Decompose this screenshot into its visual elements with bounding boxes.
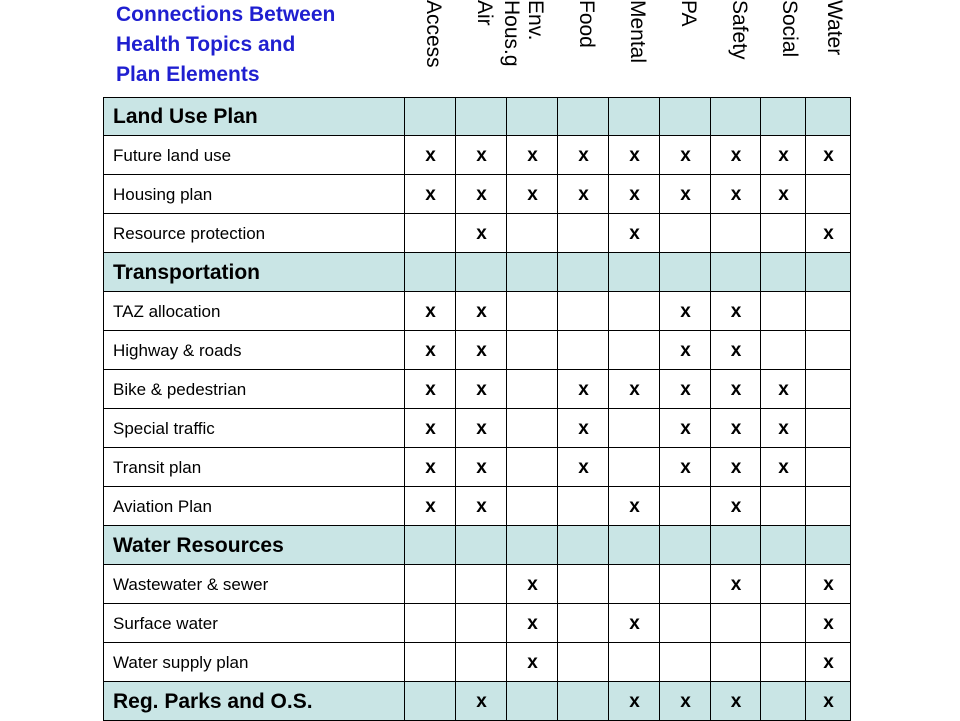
x-mark <box>660 487 711 526</box>
table-row <box>103 565 851 604</box>
x-mark: x <box>476 378 487 400</box>
x-mark: x <box>476 300 487 322</box>
x-mark <box>761 292 806 331</box>
x-mark: x <box>680 300 691 322</box>
x-mark <box>507 253 558 292</box>
x-mark <box>660 253 711 292</box>
x-mark: x <box>578 144 589 166</box>
x-mark <box>405 526 456 565</box>
x-mark: x <box>578 183 589 205</box>
table-title <box>116 0 402 90</box>
x-mark <box>558 526 609 565</box>
x-mark <box>558 97 609 136</box>
x-mark: x <box>476 144 487 166</box>
column-header <box>761 0 806 97</box>
column-header-label: Safety <box>728 0 751 60</box>
x-mark <box>609 292 660 331</box>
x-mark: x <box>476 456 487 478</box>
x-mark <box>761 253 806 292</box>
x-mark: x <box>680 144 691 166</box>
column-header-label: Social <box>778 0 801 58</box>
x-mark: x <box>730 378 742 400</box>
x-mark <box>558 682 609 721</box>
x-mark <box>456 604 507 643</box>
x-mark <box>806 409 851 448</box>
x-mark <box>711 526 761 565</box>
x-mark <box>806 448 851 487</box>
x-mark: x <box>527 651 538 673</box>
column-header <box>405 0 456 97</box>
x-mark <box>609 253 660 292</box>
x-mark: x <box>425 339 436 361</box>
x-mark: x <box>778 378 789 400</box>
row-label: Aviation Plan <box>113 496 212 516</box>
x-mark: x <box>425 378 436 400</box>
row-label: Special traffic <box>113 418 215 438</box>
x-mark <box>507 526 558 565</box>
section-label: Land Use Plan <box>113 104 258 128</box>
x-mark <box>761 487 806 526</box>
x-mark: x <box>476 417 487 439</box>
x-mark: x <box>527 183 538 205</box>
table-row <box>103 136 851 175</box>
table-row <box>103 292 851 331</box>
x-mark <box>806 331 851 370</box>
x-mark <box>405 565 456 604</box>
x-mark <box>558 565 609 604</box>
x-mark: x <box>680 339 691 361</box>
x-mark <box>405 604 456 643</box>
x-mark: x <box>730 495 742 517</box>
title-line: Connections Between <box>116 3 336 26</box>
x-mark: x <box>425 495 436 517</box>
x-mark <box>660 565 711 604</box>
row-label: Housing plan <box>113 184 213 204</box>
x-mark: x <box>425 300 436 322</box>
row-label: Wastewater & sewer <box>113 574 269 594</box>
x-mark <box>456 97 507 136</box>
column-header-label: Water <box>823 0 846 56</box>
x-mark: x <box>629 378 640 400</box>
x-mark <box>609 565 660 604</box>
x-mark <box>761 643 806 682</box>
section-label: Transportation <box>113 260 261 284</box>
x-mark: x <box>476 183 487 205</box>
x-mark <box>806 292 851 331</box>
title-line: Plan Elements <box>116 63 260 86</box>
x-mark: x <box>730 183 742 205</box>
x-mark: x <box>778 183 789 205</box>
x-mark: x <box>823 144 834 166</box>
column-header <box>711 0 761 97</box>
section-row <box>103 526 851 565</box>
section-label: Water Resources <box>113 533 284 557</box>
x-mark <box>507 682 558 721</box>
x-mark: x <box>527 144 538 166</box>
x-mark <box>558 214 609 253</box>
x-mark <box>806 487 851 526</box>
x-mark: x <box>425 183 436 205</box>
x-mark <box>609 409 660 448</box>
column-header-label: PA <box>677 0 700 27</box>
x-mark <box>660 97 711 136</box>
x-mark: x <box>578 456 589 478</box>
row-label: Resource protection <box>113 223 266 243</box>
x-mark: x <box>527 612 538 634</box>
x-mark <box>761 526 806 565</box>
x-mark <box>761 682 806 721</box>
x-mark: x <box>527 573 538 595</box>
column-header-label: Env. Hous.g <box>500 0 547 67</box>
x-mark <box>806 370 851 409</box>
section-row <box>103 97 851 136</box>
column-header <box>558 0 609 97</box>
x-mark <box>456 526 507 565</box>
x-mark: x <box>823 573 834 595</box>
x-mark <box>507 409 558 448</box>
x-mark: x <box>730 417 742 439</box>
x-mark: x <box>730 300 742 322</box>
x-mark <box>609 331 660 370</box>
x-mark <box>609 448 660 487</box>
x-mark <box>609 97 660 136</box>
column-header <box>609 0 660 97</box>
x-mark: x <box>476 339 487 361</box>
x-mark <box>456 565 507 604</box>
column-header-label: Mental <box>626 0 649 64</box>
x-mark: x <box>629 495 640 517</box>
section-row <box>103 682 851 721</box>
table-row <box>103 643 851 682</box>
x-mark <box>609 526 660 565</box>
x-mark <box>660 526 711 565</box>
x-mark <box>507 292 558 331</box>
x-mark: x <box>629 222 640 244</box>
x-mark <box>711 97 761 136</box>
table-row <box>103 604 851 643</box>
x-mark: x <box>578 378 589 400</box>
x-mark <box>761 565 806 604</box>
x-mark: x <box>730 573 742 595</box>
column-header <box>500 0 558 97</box>
column-header <box>660 0 711 97</box>
x-mark <box>405 97 456 136</box>
x-mark <box>507 97 558 136</box>
x-mark <box>456 253 507 292</box>
x-mark <box>806 175 851 214</box>
x-mark: x <box>629 183 640 205</box>
x-mark <box>711 643 761 682</box>
x-mark: x <box>778 417 789 439</box>
x-mark: x <box>425 456 436 478</box>
x-mark <box>558 331 609 370</box>
x-mark: x <box>680 417 691 439</box>
column-header-label: Food <box>575 0 598 48</box>
x-mark: x <box>425 144 436 166</box>
x-mark <box>711 253 761 292</box>
x-mark: x <box>476 495 487 517</box>
x-mark: x <box>578 417 589 439</box>
x-mark <box>609 643 660 682</box>
x-mark: x <box>730 144 742 166</box>
row-label: Future land use <box>113 145 232 165</box>
x-mark <box>660 643 711 682</box>
x-mark: x <box>476 222 487 244</box>
x-mark <box>558 487 609 526</box>
section-row <box>103 253 851 292</box>
x-mark <box>711 214 761 253</box>
x-mark: x <box>730 456 742 478</box>
row-label: Water supply plan <box>113 652 249 672</box>
row-label: Transit plan <box>113 457 202 477</box>
x-mark <box>761 604 806 643</box>
column-header-label: Access <box>422 0 445 68</box>
x-mark: x <box>778 144 789 166</box>
x-mark <box>405 253 456 292</box>
x-mark: x <box>823 612 834 634</box>
row-label: Bike & pedestrian <box>113 379 247 399</box>
x-mark: x <box>730 690 742 712</box>
table-row <box>103 370 851 409</box>
column-header <box>806 0 851 97</box>
x-mark: x <box>629 690 640 712</box>
x-mark <box>761 331 806 370</box>
x-mark <box>507 370 558 409</box>
x-mark: x <box>629 144 640 166</box>
x-mark <box>660 214 711 253</box>
table-row <box>103 175 851 214</box>
x-mark: x <box>629 612 640 634</box>
x-mark: x <box>680 183 691 205</box>
x-mark: x <box>823 651 834 673</box>
x-mark: x <box>823 690 834 712</box>
column-header-label: Air <box>473 0 496 26</box>
section-label: Reg. Parks and O.S. <box>113 689 313 713</box>
x-mark <box>806 253 851 292</box>
x-mark <box>558 604 609 643</box>
x-mark <box>507 214 558 253</box>
x-mark <box>507 448 558 487</box>
row-label: TAZ allocation <box>113 301 221 321</box>
x-mark <box>761 97 806 136</box>
table-row <box>103 487 851 526</box>
x-mark: x <box>778 456 789 478</box>
x-mark: x <box>476 690 487 712</box>
x-mark: x <box>425 417 436 439</box>
x-mark <box>806 526 851 565</box>
table-row <box>103 409 851 448</box>
x-mark <box>456 643 507 682</box>
x-mark <box>761 214 806 253</box>
x-mark <box>558 292 609 331</box>
x-mark: x <box>680 378 691 400</box>
x-mark <box>405 214 456 253</box>
x-mark <box>507 331 558 370</box>
x-mark: x <box>823 222 834 244</box>
x-mark <box>405 643 456 682</box>
row-label: Highway & roads <box>113 340 242 360</box>
x-mark <box>711 604 761 643</box>
table-row <box>103 214 851 253</box>
x-mark: x <box>730 339 742 361</box>
row-label: Surface water <box>113 613 218 633</box>
table-row <box>103 331 851 370</box>
table-row <box>103 448 851 487</box>
x-mark <box>558 643 609 682</box>
x-mark <box>806 97 851 136</box>
x-mark <box>507 487 558 526</box>
x-mark <box>660 604 711 643</box>
title-line: Health Topics and <box>116 33 296 56</box>
x-mark <box>405 682 456 721</box>
x-mark <box>558 253 609 292</box>
x-mark: x <box>680 690 691 712</box>
x-mark: x <box>680 456 691 478</box>
